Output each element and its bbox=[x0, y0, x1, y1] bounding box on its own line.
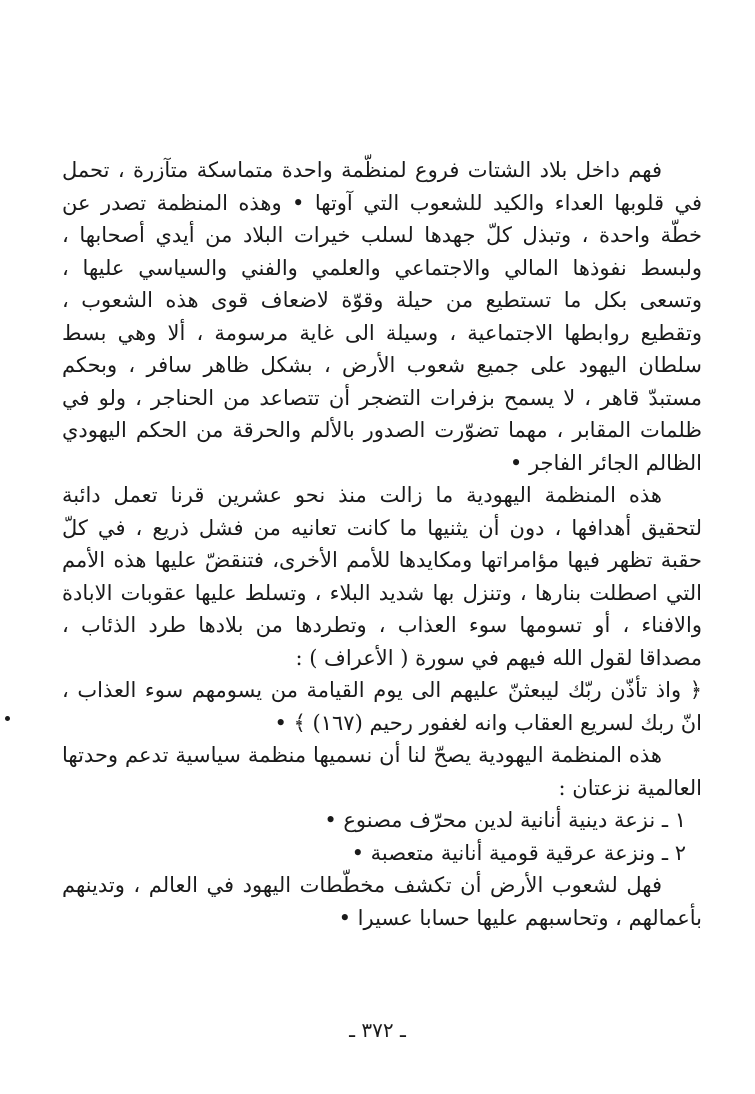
paragraph: هذه المنظمة اليهودية ما زالت منذ نحو عشرين قرنا تعمل دائبة لتحقيق أهدافها ، دون أن يثنيها ما كانت تعانيه من فشل ذريع ، في كلّ حقبة تظهر فيها مؤامراتها ومكايدها للأمم الأخرى، فتنقضّ عليها هذه الأمم التي اصطلت بنارها ، وتنزل بها شديد البلاء ، وتسلط عليها عقوبات الابادة والافناء ، أو تسومها سوء العذاب ، وتطردها من بلادها طرد الذئاب ، مصداقا لقول الله فيهم في سورة ( الأعراف ) : bbox=[62, 483, 702, 670]
body-text bbox=[62, 154, 702, 934]
paragraph: فهم داخل بلاد الشتات فروع لمنظّمة واحدة متماسكة متآزرة ، تحمل في قلوبها العداء والكيد للشعوب التي آوتها • وهذه المنظمة تصدر عن خطّة واحدة ، وتبذل كلّ جهدها لسلب خيرات البلاد من أيدي أصحابها ، ولبسط نفوذها المالي والاجتماعي والعلمي والفني والسياسي عليها ، وتسعى بكل ما تستطيع من حيلة وقوّة لاضعاف قوى هذه الشعوب ، وتقطيع روابطها الاجتماعية ، وسيلة الى غاية مرسومة ، ألا وهي بسط سلطان اليهود على جميع شعوب الأرض ، بشكل ظاهر سافر ، وبحكم مستبدّ قاهر ، لا يسمح بزفرات التضجر أن تتصاعد من الحناجر ، ولو في ظلمات المقابر ، مهما تضوّرت الصدور بالألم والحرقة من الحكم اليهودي الظالم الجائر الفاجر • bbox=[62, 158, 702, 475]
list-item: ٢ ـ ونزعة عرقية قومية أنانية متعصبة • bbox=[351, 840, 686, 865]
list-item: ١ ـ نزعة دينية أنانية لدين محرّف مصنوع • bbox=[324, 808, 686, 832]
paragraph: فهل لشعوب الأرض أن تكشف مخطّطات اليهود في العالم ، وتدينهم بأعمالهم ، وتحاسبهم عليها حسابا عسيرا • bbox=[62, 873, 702, 930]
margin-mark bbox=[5, 716, 10, 721]
quran-verse: ﴿ واذ تأذّن ربّك ليبعثنّ عليهم الى يوم القيامة من يسومهم سوء العذاب ، انّ ربك لسريع العقاب وانه لغفور رحيم (١٦٧) ﴾ • bbox=[62, 678, 702, 735]
page-number: ـ ٣٧٢ ـ bbox=[349, 1018, 406, 1042]
paragraph: هذه المنظمة اليهودية يصحّ لنا أن نسميها منظمة سياسية تدعم وحدتها العالمية نزعتان : bbox=[62, 743, 702, 800]
